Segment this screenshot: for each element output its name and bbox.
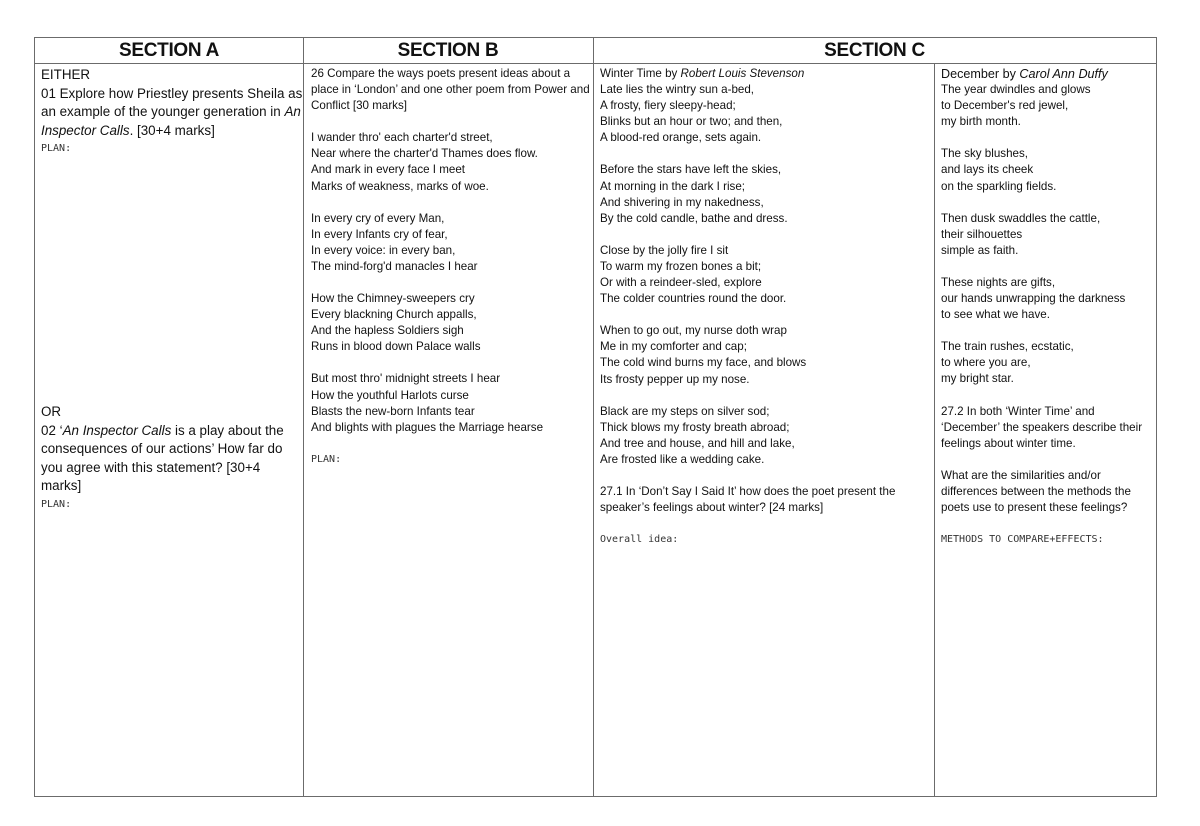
poem-line: my birth month. — [941, 115, 1021, 129]
poem-line: In every Infants cry of fear, — [311, 227, 448, 241]
poem-line: To warm my frozen bones a bit; — [600, 259, 762, 273]
poem-line: The sky blushes, — [941, 147, 1028, 161]
question-26-text: Compare the ways poets present ideas about a place in ‘London’ and one other poem from Power and Conflict [30 marks] — [311, 67, 590, 113]
poem-line: Every blackning Church appalls, — [311, 308, 477, 322]
poem-line: Thick blows my frosty breath abroad; — [600, 420, 790, 434]
poem-line: Close by the jolly fire I sit — [600, 243, 729, 257]
poem-line: their silhouettes — [941, 227, 1023, 241]
poem-stanza — [311, 371, 599, 435]
poem-title: December — [941, 67, 1000, 81]
poem-line: When to go out, my nurse doth wrap — [600, 324, 787, 338]
poem-title: Winter Time — [600, 67, 662, 80]
poem-line: The year dwindles and glows — [941, 83, 1091, 97]
poem-line: In every voice: in every ban, — [311, 243, 456, 257]
poem-line: The train rushes, ecstatic, — [941, 340, 1074, 354]
question-02-title: An Inspector Calls — [62, 422, 172, 438]
poem-line: Late lies the wintry sun a-bed, — [600, 83, 755, 97]
question-02-text: is a play about the consequences of our actions’ How far do you agree with this statement? [30+4 marks] — [41, 422, 284, 494]
question-27-2-text: In both ‘Winter Time’ and ‘December’ the speakers describe their feelings about winter time. — [941, 404, 1143, 450]
poem-line: In every cry of every Man, — [311, 211, 445, 225]
poem-line: Its frosty pepper up my nose. — [600, 372, 750, 386]
poem-line: And blights with plagues the Marriage hearse — [311, 420, 544, 434]
poem-stanza — [600, 82, 940, 146]
section-c-december-column — [941, 66, 1155, 548]
poem-line: And mark in every face I meet — [311, 163, 466, 177]
question-27-2 — [941, 404, 1155, 452]
poem-stanza — [311, 130, 599, 194]
poem-by: by — [999, 67, 1020, 81]
poem-line: Marks of weakness, marks of woe. — [311, 179, 489, 193]
poem-line: Blinks but an hour or two; and then, — [600, 115, 783, 129]
poem-line: to where you are, — [941, 356, 1031, 370]
poem-stanza — [941, 82, 1155, 130]
question-02-open-quote: ‘ — [55, 422, 63, 438]
poem-line: The colder countries round the door. — [600, 292, 787, 306]
question-01-marks: . [30+4 marks] — [129, 122, 215, 138]
poem-stanza — [600, 243, 940, 307]
section-c-winter-time-column — [600, 66, 940, 548]
poet-name: Carol Ann Duffy — [1019, 67, 1108, 81]
section-c-header: SECTION C — [824, 40, 925, 61]
plan-label-26: PLAN: — [311, 453, 342, 465]
section-a-column — [41, 66, 303, 510]
question-26 — [311, 66, 599, 114]
either-label: EITHER — [41, 67, 91, 82]
section-a-header: SECTION A — [118, 40, 220, 61]
section-b-column — [311, 66, 599, 468]
poem-line: And shivering in my nakedness, — [600, 195, 764, 209]
exam-grid — [34, 37, 1157, 797]
section-b-header: SECTION B — [397, 40, 499, 61]
column-divider-ab — [303, 38, 304, 796]
poem-line: And tree and house, and hill and lake, — [600, 436, 795, 450]
question-26-number: 26 — [311, 67, 324, 80]
question-01-number: 01 — [41, 85, 56, 101]
methods-label: METHODS TO COMPARE+EFFECTS: — [941, 534, 1104, 546]
poem-stanza — [600, 162, 940, 226]
plan-label-02: PLAN: — [41, 498, 72, 510]
poem-line: But most thro' midnight streets I hear — [311, 372, 501, 386]
poet-name: Robert Louis Stevenson — [680, 67, 805, 80]
question-27-2-followup: What are the similarities and/or differences between the methods the poets use to present these feelings? — [941, 468, 1131, 514]
poem-line: I wander thro' each charter'd street, — [311, 131, 493, 145]
poem-by: by — [661, 67, 681, 80]
header-divider — [35, 63, 1156, 64]
poem-stanza — [311, 291, 599, 355]
question-02-number: 02 — [41, 422, 56, 438]
poem-line: to December's red jewel, — [941, 99, 1069, 113]
poem-line: How the Chimney-sweepers cry — [311, 292, 475, 306]
poem-stanza — [311, 211, 599, 275]
poem-line: my bright star. — [941, 372, 1014, 386]
poem-stanza — [941, 146, 1155, 194]
poem-line: Are frosted like a wedding cake. — [600, 452, 765, 466]
question-01-text: Explore how Priestley presents Sheila as an example of the younger generation in — [41, 85, 303, 120]
poem-heading-winter-time — [600, 66, 940, 82]
poem-line: Runs in blood down Palace walls — [311, 340, 481, 354]
poem-line: By the cold candle, bathe and dress. — [600, 211, 788, 225]
poem-line: Before the stars have left the skies, — [600, 163, 782, 177]
poem-line: And the hapless Soldiers sigh — [311, 324, 464, 338]
poem-line: A blood-red orange, sets again. — [600, 131, 762, 145]
poem-line: to see what we have. — [941, 308, 1050, 322]
poem-line: How the youthful Harlots curse — [311, 388, 469, 402]
question-27-1-text: In ‘Don’t Say I Said It’ how does the poet present the speaker’s feelings about winter? [24 marks] — [600, 484, 896, 515]
or-block — [41, 403, 303, 515]
poem-line: These nights are gifts, — [941, 275, 1056, 289]
poem-stanza — [600, 323, 940, 387]
plan-label-01: PLAN: — [41, 143, 72, 155]
poem-line: and lays its cheek — [941, 163, 1034, 177]
poem-line: At morning in the dark I rise; — [600, 179, 745, 193]
overall-idea-label: Overall idea: — [600, 534, 679, 546]
question-01 — [41, 85, 303, 141]
poem-line: Blasts the new-born Infants tear — [311, 404, 475, 418]
poem-line: Black are my steps on silver sod; — [600, 404, 770, 418]
poem-stanza — [941, 339, 1155, 387]
question-27-1-number: 27.1 — [600, 484, 623, 498]
or-label: OR — [41, 404, 62, 419]
poem-line: Near where the charter'd Thames does flow. — [311, 147, 538, 161]
poem-line: A frosty, fiery sleepy-head; — [600, 99, 736, 113]
question-27-2-number: 27.2 — [941, 404, 964, 418]
question-27-1 — [600, 484, 940, 516]
poem-line: on the sparkling fields. — [941, 179, 1057, 193]
poem-line: Then dusk swaddles the cattle, — [941, 211, 1101, 225]
london-poem — [311, 130, 599, 436]
poem-line: The mind-forg'd manacles I hear — [311, 259, 478, 273]
poem-stanza — [941, 275, 1155, 323]
poem-stanza — [600, 404, 940, 468]
question-01-title: An Inspector Calls — [41, 104, 301, 138]
poem-line: our hands unwrapping the darkness — [941, 292, 1126, 306]
poem-stanza — [941, 211, 1155, 259]
poem-heading-december — [941, 66, 1155, 82]
poem-line: Me in my comforter and cap; — [600, 340, 747, 354]
question-02 — [41, 422, 303, 496]
poem-line: Or with a reindeer-sled, explore — [600, 276, 762, 290]
poem-line: The cold wind burns my face, and blows — [600, 356, 807, 370]
poem-line: simple as faith. — [941, 243, 1019, 257]
